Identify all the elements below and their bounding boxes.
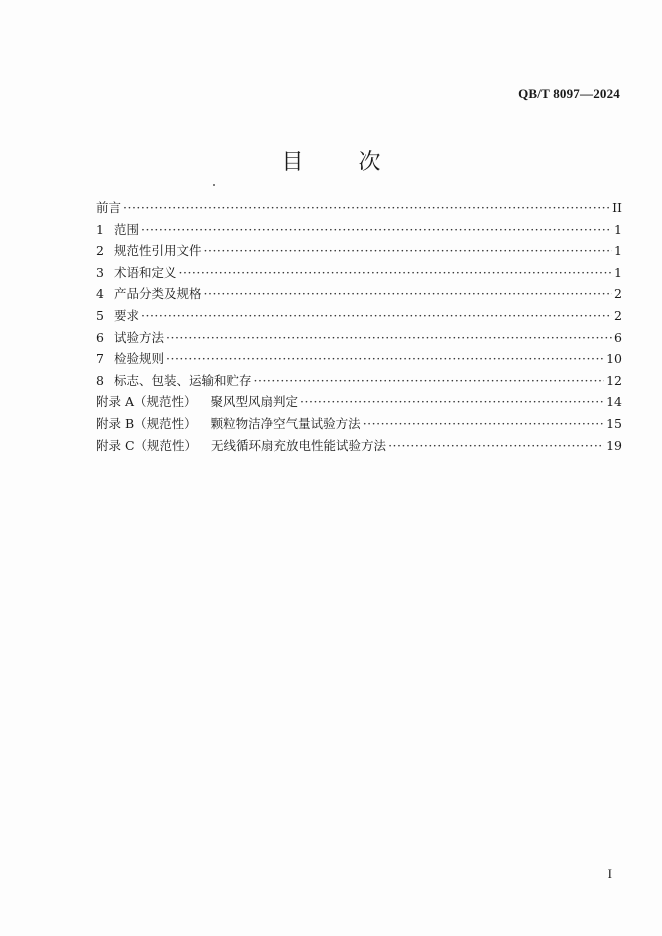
toc-entry-marking-packaging[interactable] [96,371,622,393]
toc-entry-number: 1 [96,221,104,237]
toc-dot-leader [388,438,604,453]
toc-entry-page: 1 [614,264,622,280]
toc-entry-inspection-rules[interactable] [96,349,622,371]
table-of-contents [96,198,622,457]
toc-entry-label: 无线循环扇充放电性能试验方法 [211,437,387,453]
toc-entry-label: 要求 [114,307,140,323]
toc-dot-leader [254,373,605,388]
toc-entry-label: 产品分类及规格 [114,286,202,302]
toc-dot-leader [123,200,610,215]
toc-dot-leader [166,330,612,345]
toc-entry-label: 术语和定义 [114,264,177,280]
toc-dot-leader [179,265,612,280]
toc-annex-prefix: 附录 C（规范性） [96,437,198,453]
toc-entry-number: 2 [96,243,104,259]
toc-entry-annex-b[interactable] [96,414,622,436]
toc-entry-label: 前言 [96,200,122,215]
toc-entry-label: 范围 [114,221,140,237]
toc-dot-leader [204,243,612,258]
toc-entry-test-methods[interactable] [96,328,622,350]
toc-entry-number: 6 [96,329,104,345]
toc-entry-number: 8 [96,372,104,388]
toc-entry-page: 10 [606,351,622,367]
toc-entry-requirements[interactable] [96,306,622,328]
toc-entry-label: 检验规则 [114,351,165,367]
toc-entry-foreword[interactable] [96,198,622,220]
toc-entry-classification[interactable] [96,284,622,306]
toc-entry-number: 7 [96,351,104,367]
toc-entry-page: 2 [614,307,622,323]
toc-title: 目 次 [281,150,405,175]
toc-entry-annex-a[interactable] [96,392,622,414]
toc-entry-label: 颗粒物洁净空气量试验方法 [210,415,361,431]
toc-entry-normative-references[interactable] [96,241,622,263]
toc-entry-page: 15 [606,415,622,431]
toc-annex-prefix: 附录 A（规范性） [96,394,197,410]
toc-annex-prefix: 附录 B（规范性） [96,415,197,431]
toc-entry-page: 19 [606,437,622,453]
toc-entry-number: 5 [96,307,104,323]
toc-entry-label: 标志、包装、运输和贮存 [114,372,252,388]
toc-entry-number: 3 [96,264,104,280]
toc-dot-leader [363,416,604,431]
toc-entry-terms-definitions[interactable] [96,263,622,285]
toc-entry-number: 4 [96,286,104,302]
toc-dot-leader [141,222,612,237]
toc-entry-label: 规范性引用文件 [114,243,202,259]
toc-entry-page: 12 [606,372,622,388]
toc-entry-page: 1 [614,221,622,237]
toc-dot-leader [141,308,612,323]
page-number: I [607,866,612,881]
toc-entry-page: 1 [614,243,622,259]
toc-entry-page: II [612,200,622,215]
scan-speck [213,184,215,186]
toc-dot-leader [204,286,612,301]
toc-entry-page: 14 [606,394,622,410]
toc-entry-page: 6 [614,329,622,345]
toc-entry-label: 聚风型风扇判定 [210,394,299,410]
toc-dot-leader [166,351,604,366]
toc-dot-leader [300,394,604,409]
toc-entry-annex-c[interactable] [96,436,622,458]
standard-code: QB/T 8097—2024 [518,86,620,101]
toc-entry-label: 试验方法 [114,329,165,345]
toc-entry-scope[interactable] [96,220,622,242]
toc-entry-page: 2 [614,286,622,302]
